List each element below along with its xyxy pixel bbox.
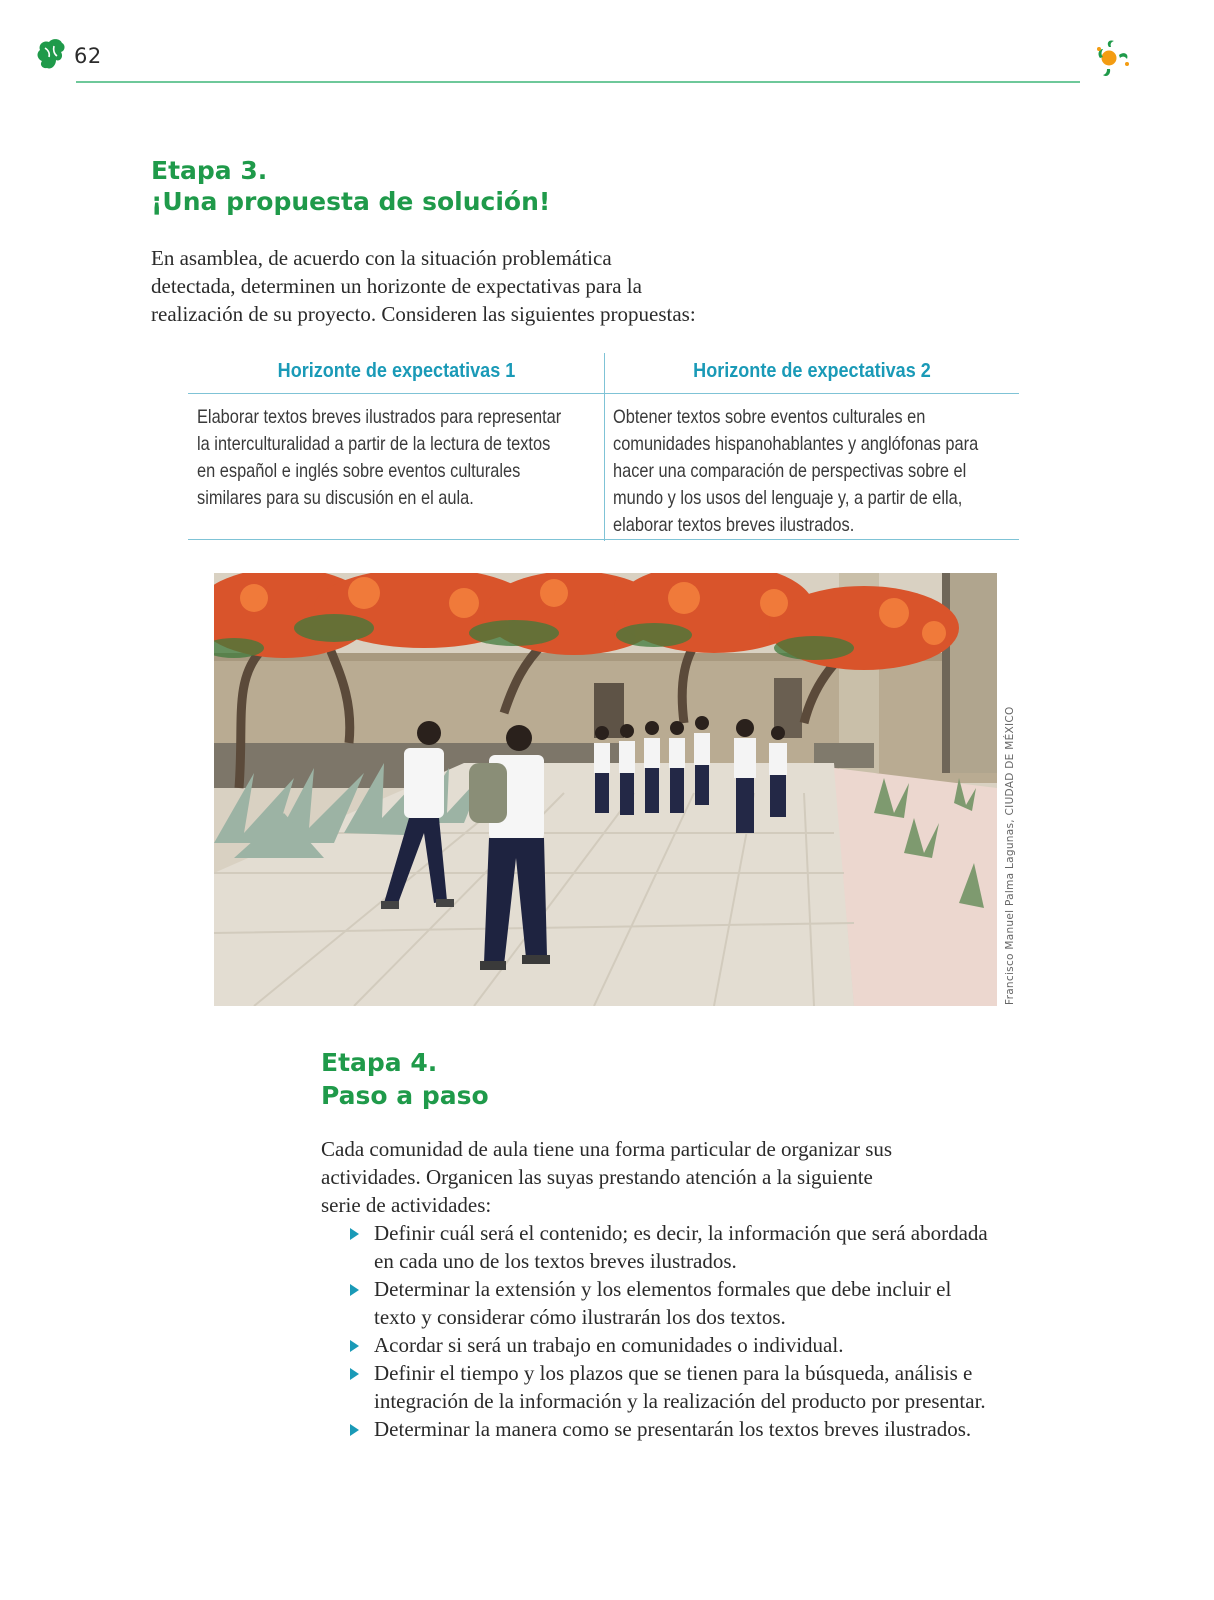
stage4-intro-line: serie de actividades: [321, 1193, 492, 1217]
photo-credit: Francisco Manuel Palma Lagunas, CIUDAD DE MÉXICO [1004, 706, 1016, 1005]
triangle-bullet-icon [350, 1368, 359, 1380]
list-item-line: Definir el tiempo y los plazos que se tienen para la búsqueda, análisis e [374, 1361, 973, 1385]
list-item-line: integración de la información y la realización del producto por presentar. [374, 1389, 986, 1413]
column-divider [604, 353, 605, 541]
list-item-line: en cada uno de los textos breves ilustrados. [374, 1249, 737, 1273]
table-line: la interculturalidad a partir de la lectura de textos [197, 433, 551, 455]
stage3-intro [151, 244, 696, 328]
table-header-rule [188, 393, 1019, 394]
table-line: similares para su discusión en el aula. [197, 487, 474, 509]
list-item-line: Determinar la manera como se presentarán los textos breves ilustrados. [374, 1417, 972, 1441]
stage4-intro-line: Cada comunidad de aula tiene una forma particular de organizar sus [321, 1137, 893, 1161]
table-line: Elaborar textos breves ilustrados para representar [197, 406, 562, 428]
stage4-intro [321, 1135, 892, 1219]
table-bottom-rule [188, 539, 1019, 540]
stage3-intro-line: detectada, determinen un horizonte de expectativas para la [151, 274, 642, 298]
stage3-title: Etapa 3. [151, 156, 268, 185]
table-line: Obtener textos sobre eventos culturales en [613, 406, 926, 428]
list-item [348, 1275, 1028, 1331]
list-item [348, 1331, 1028, 1359]
expectations-column-2 [605, 353, 1019, 541]
page-number: 62 [74, 44, 102, 68]
stage3-intro-line: En asamblea, de acuerdo con la situación problemática [151, 246, 612, 270]
expectations-column-text [197, 404, 561, 512]
triangle-bullet-icon [350, 1340, 359, 1352]
stage4-title: Etapa 4. [321, 1048, 438, 1077]
table-line: elaborar textos breves ilustrados. [613, 514, 855, 536]
expectations-column-text [613, 404, 978, 539]
header-rule [76, 81, 1080, 83]
activity-steps-list [348, 1219, 1028, 1443]
expectations-column-1 [188, 353, 605, 541]
stage4-subtitle: Paso a paso [321, 1081, 489, 1110]
table-line: comunidades hispanohablantes y anglófonas para [613, 433, 979, 455]
list-item-line: Definir cuál será el contenido; es decir, la información que será abordada [374, 1221, 988, 1245]
community-emblem-icon [1087, 34, 1139, 86]
table-line: en español e inglés sobre eventos culturales [197, 460, 521, 482]
list-item-line: Determinar la extensión y los elementos formales que debe incluir el [374, 1277, 952, 1301]
list-item-line: texto y considerar cómo ilustrarán los dos textos. [374, 1305, 786, 1329]
table-line: mundo y los usos del lenguaje y, a partir de ella, [613, 487, 963, 509]
list-item [348, 1415, 1028, 1443]
stage3-subtitle: ¡Una propuesta de solución! [151, 187, 551, 216]
expectations-column-heading: Horizonte de expectativas 1 [277, 359, 516, 382]
list-item [348, 1219, 1028, 1275]
table-line: hacer una comparación de perspectivas sobre el [613, 460, 967, 482]
list-item [348, 1359, 1028, 1415]
stage4-intro-line: actividades. Organicen las suyas prestando atención a la siguiente [321, 1165, 873, 1189]
list-item-line: Acordar si será un trabajo en comunidades o individual. [374, 1333, 844, 1357]
triangle-bullet-icon [350, 1424, 359, 1436]
triangle-bullet-icon [350, 1228, 359, 1240]
expectations-column-heading: Horizonte de expectativas 2 [693, 359, 931, 382]
students-courtyard-photo [214, 573, 997, 1006]
expectations-table [188, 353, 1019, 541]
stage3-intro-line: realización de su proyecto. Consideren las siguientes propuestas: [151, 302, 696, 326]
triangle-bullet-icon [350, 1284, 359, 1296]
section-leaf-icon [36, 38, 66, 72]
